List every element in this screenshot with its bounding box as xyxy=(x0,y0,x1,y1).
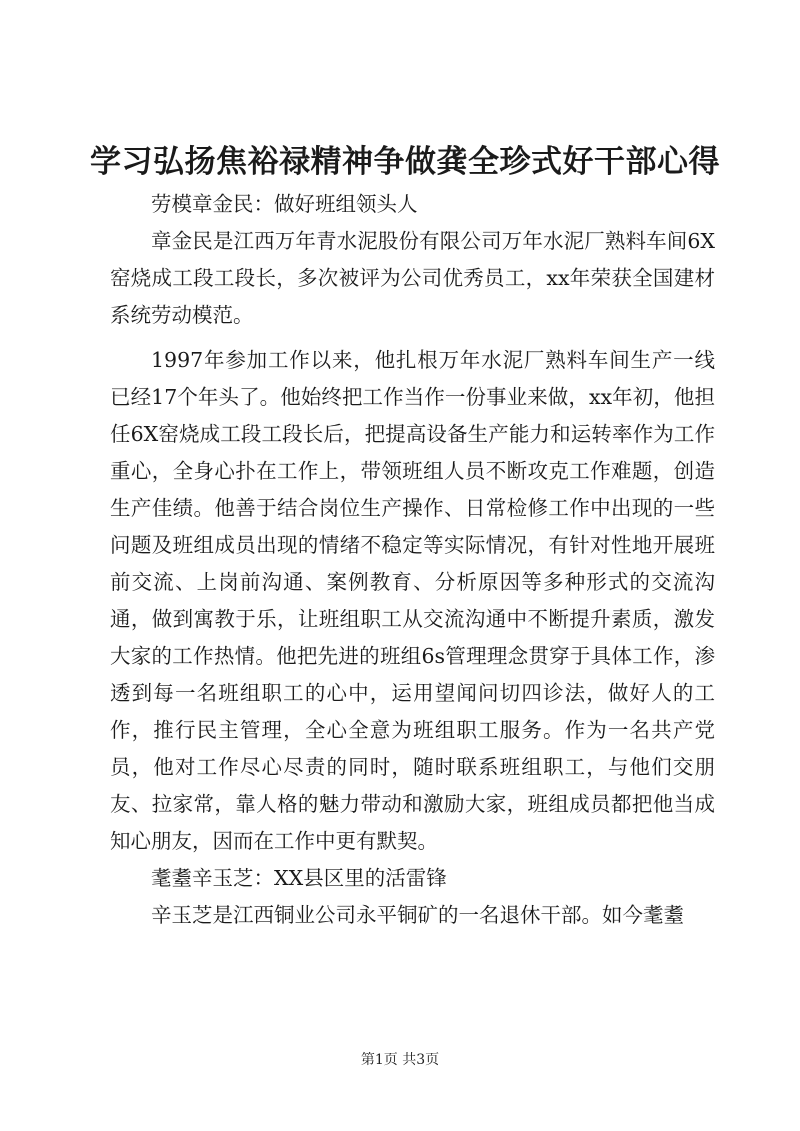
document-body xyxy=(110,186,715,934)
paragraph-zhang-jinmin-career: 1997年参加工作以来，他扎根万年水泥厂熟料车间生产一线已经17个年头了。他始终把工作当作一份事业来做，xx年初，他担任6X窑烧成工段工段长后，把提高设备生产能力和运转率作为工作重心，全身心扑在工作上，带领班组人员不断攻克工作难题，创造生产佳绩。他善于结合岗位生产操作、日常检修工作中出现的一些问题及班组成员出现的情绪不稳定等实际情况，有针对性地开展班前交流、上岗前沟通、案例教育、分析原因等多种形式的交流沟通，做到寓教于乐，让班组职工从交流沟通中不断提升素质，激发大家的工作热情。他把先进的班组6s管理理念贯穿于具体工作，渗透到每一名班组职工的心中，运用望闻问切四诊法，做好人的工作，推行民主管理，全心全意为班组职工服务。作为一名共产党员，他对工作尽心尽责的同时，随时联系班组职工，与他们交朋友、拉家常，靠人格的魅力带动和激励大家，班组成员都把他当成知心朋友，因而在工作中更有默契。 xyxy=(110,348,715,853)
section-heading-zhang-jinmin: 劳模章金民：做好班组领头人 xyxy=(151,192,418,216)
document-title: 学习弘扬焦裕禄精神争做龚全珍式好干部心得 xyxy=(90,144,720,180)
page-number: 第1页 共3页 xyxy=(360,1052,440,1068)
page-footer xyxy=(0,1050,800,1070)
section-heading-xin-yuzhi: 耄耋辛玉芝：XX县区里的活雷锋 xyxy=(151,866,447,890)
paragraph-intro-xin-yuzhi: 辛玉芝是江西铜业公司永平铜矿的一名退休干部。如今耄耋 xyxy=(151,903,684,927)
paragraph-intro-zhang-jinmin: 章金民是江西万年青水泥股份有限公司万年水泥厂熟料车间6X窑烧成工段工段长，多次被评为公司优秀员工，xx年荣获全国建材系统劳动模范。 xyxy=(110,229,715,327)
